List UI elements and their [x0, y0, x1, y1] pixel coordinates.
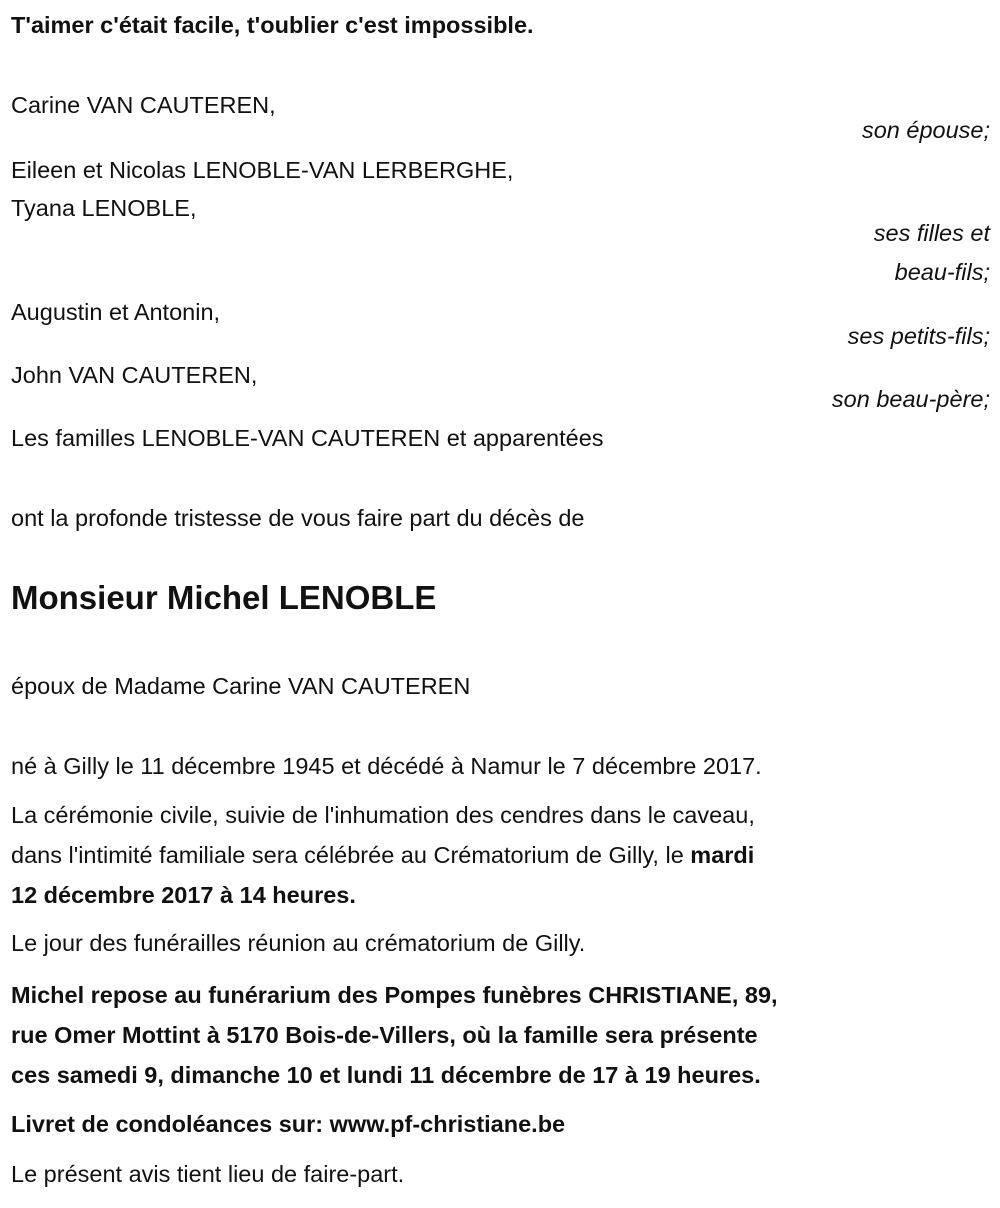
- family-name: Eileen et Nicolas LENOBLE-VAN LERBERGHE,: [11, 157, 514, 183]
- motto: T'aimer c'était facile, t'oublier c'est impossible.: [11, 12, 534, 38]
- funerarium-line: Michel repose au funérarium des Pompes funèbres CHRISTIANE, 89,: [11, 982, 778, 1008]
- family-relation: son beau-père;: [831, 386, 990, 412]
- funerarium-line: rue Omer Mottint à 5170 Bois-de-Villers, où la famille sera présente: [11, 1022, 758, 1048]
- reunion-line: Le jour des funérailles réunion au crématorium de Gilly.: [11, 930, 586, 956]
- ceremony-day: mardi: [690, 842, 755, 868]
- family-relation: beau-fils;: [894, 259, 990, 285]
- ceremony-datetime: 12 décembre 2017 à 14 heures.: [11, 882, 356, 908]
- dates-line: né à Gilly le 11 décembre 1945 et décédé à Namur le 7 décembre 2017.: [11, 753, 762, 779]
- announcement: ont la profonde tristesse de vous faire part du décès de: [11, 505, 585, 531]
- family-relation: ses filles et: [873, 220, 990, 246]
- ceremony-text: dans l'intimité familiale sera célébrée au Crématorium de Gilly, le: [11, 842, 691, 868]
- ceremony-line: La cérémonie civile, suivie de l'inhumation des cendres dans le caveau,: [11, 802, 755, 828]
- family-name: Carine VAN CAUTEREN,: [11, 92, 276, 118]
- family-name: John VAN CAUTEREN,: [11, 362, 258, 388]
- family-name: Augustin et Antonin,: [11, 299, 221, 325]
- deceased-name: Monsieur Michel LENOBLE: [11, 579, 437, 616]
- spouse-line: époux de Madame Carine VAN CAUTEREN: [11, 673, 471, 699]
- closing-line: Le présent avis tient lieu de faire-part.: [11, 1161, 405, 1187]
- funerarium-line: ces samedi 9, dimanche 10 et lundi 11 décembre de 17 à 19 heures.: [11, 1062, 761, 1088]
- condolences-link[interactable]: Livret de condoléances sur: www.pf-christiane.be: [11, 1111, 566, 1137]
- family-name: Tyana LENOBLE,: [11, 195, 197, 221]
- ceremony-line: [11, 840, 754, 870]
- family-relation: son épouse;: [861, 117, 990, 143]
- family-name: Les familles LENOBLE-VAN CAUTEREN et apparentées: [11, 425, 604, 451]
- family-relation: ses petits-fils;: [847, 323, 990, 349]
